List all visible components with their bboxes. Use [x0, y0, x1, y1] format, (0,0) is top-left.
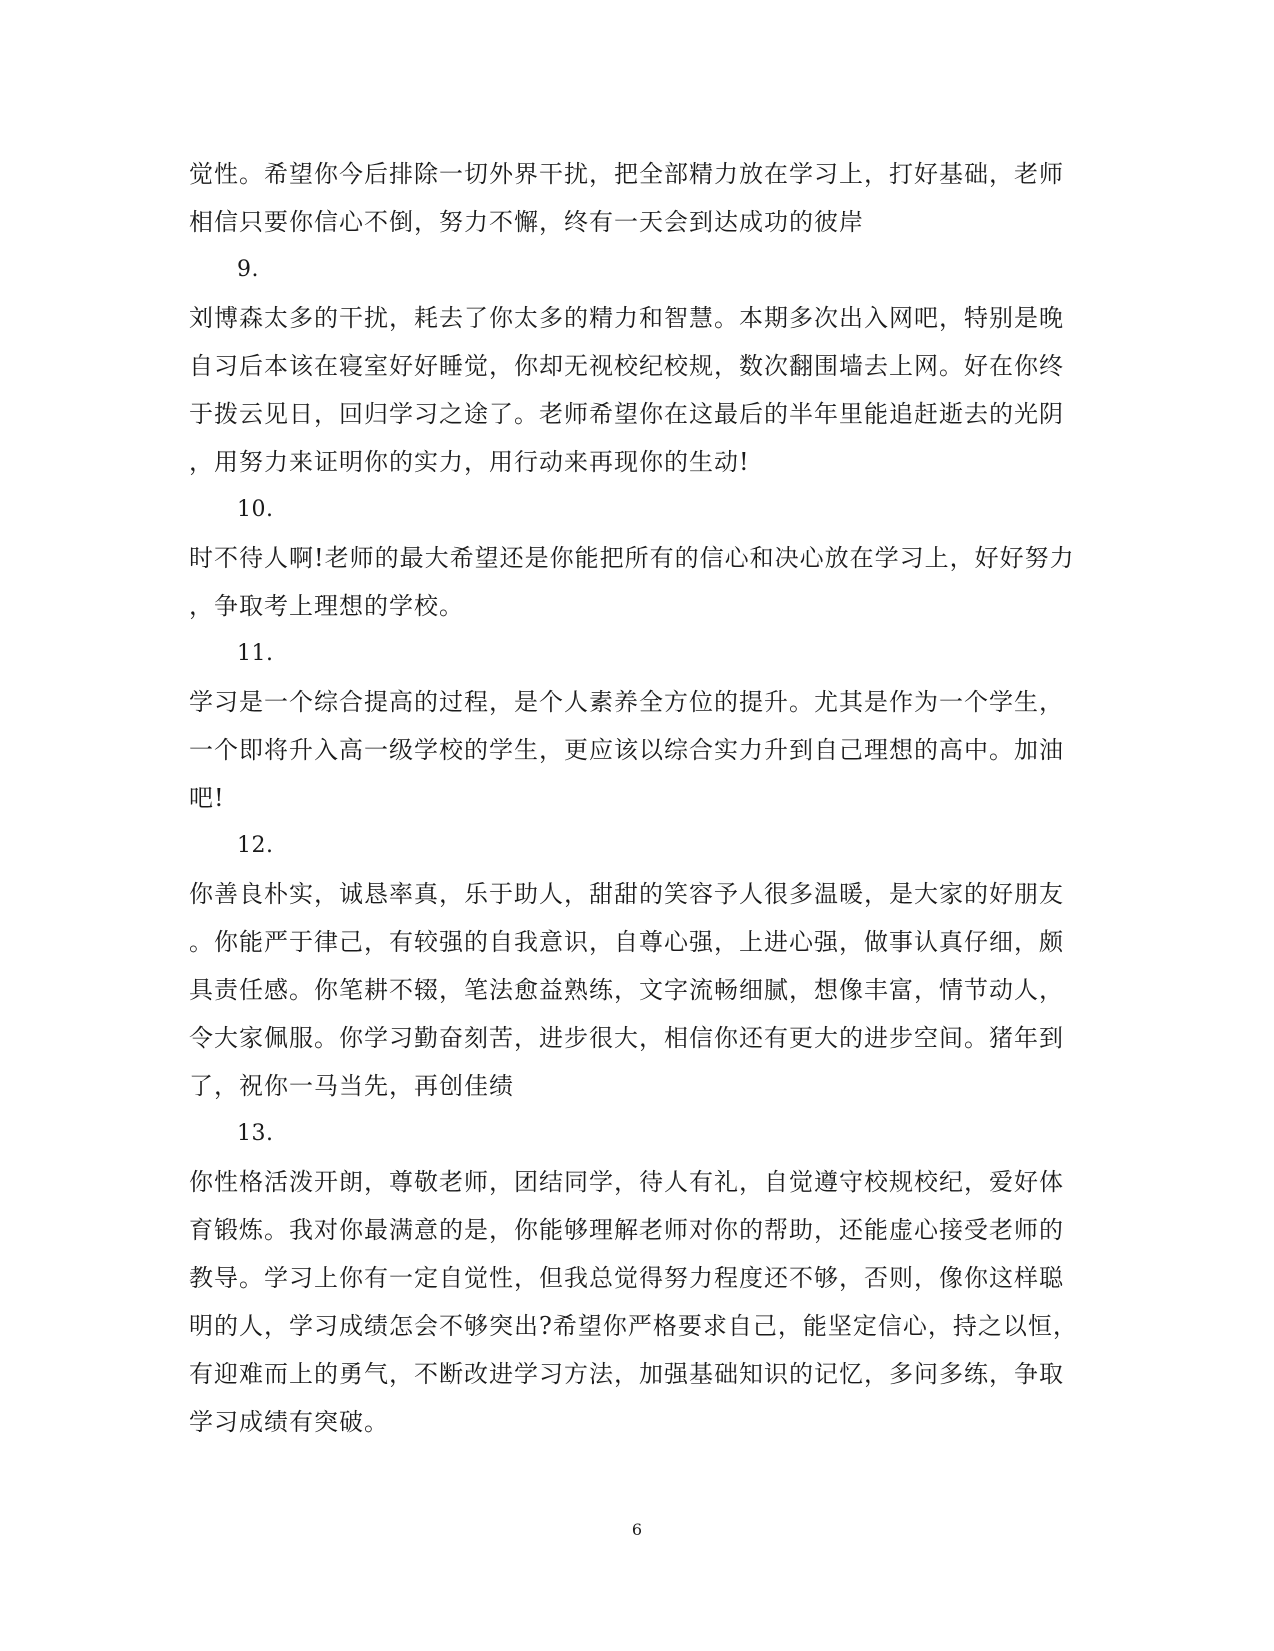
text-line: 具责任感。你笔耕不辍，笔法愈益熟练，文字流畅细腻，想像丰富，情节动人， [189, 976, 1064, 1004]
comment-paragraph [189, 150, 1079, 246]
text-line: 自习后本该在寝室好好睡觉，你却无视校纪校规，数次翻围墙去上网。好在你终 [189, 352, 1064, 380]
text-line: ，争取考上理想的学校。 [189, 592, 464, 620]
comment-paragraph [189, 294, 1079, 486]
item-number: 12. [237, 833, 274, 858]
text-line: 令大家佩服。你学习勤奋刻苦，进步很大，相信你还有更大的进步空间。猪年到 [189, 1024, 1064, 1052]
text-line: 明的人，学习成绩怎会不够突出?希望你严格要求自己，能坚定信心，持之以恒， [189, 1312, 1078, 1340]
comment-paragraph [189, 870, 1079, 1110]
page-number: 6 [631, 1520, 643, 1539]
text-line: 学习是一个综合提高的过程，是个人素养全方位的提升。尤其是作为一个学生， [189, 688, 1064, 716]
text-line: 。你能严于律己，有较强的自我意识，自尊心强，上进心强，做事认真仔细，颇 [189, 928, 1064, 956]
comment-paragraph [189, 534, 1079, 630]
text-line: 了，祝你一马当先，再创佳绩 [189, 1072, 514, 1100]
item-number: 13. [237, 1121, 274, 1146]
text-line: 相信只要你信心不倒，努力不懈，终有一天会到达成功的彼岸 [189, 208, 864, 236]
text-line: 觉性。希望你今后排除一切外界干扰，把全部精力放在学习上，打好基础，老师 [189, 160, 1064, 188]
comment-paragraph [189, 1158, 1079, 1446]
text-line: 你性格活泼开朗，尊敬老师，团结同学，待人有礼，自觉遵守校规校纪，爱好体 [189, 1168, 1064, 1196]
text-line: 你善良朴实，诚恳率真，乐于助人，甜甜的笑容予人很多温暖，是大家的好朋友 [189, 880, 1064, 908]
comment-paragraph [189, 678, 1079, 822]
text-line: 学习成绩有突破。 [189, 1408, 389, 1436]
text-line: 教导。学习上你有一定自觉性，但我总觉得努力程度还不够，否则，像你这样聪 [189, 1264, 1064, 1292]
text-line: 于拨云见日，回归学习之途了。老师希望你在这最后的半年里能追赶逝去的光阴 [189, 400, 1064, 428]
text-line: 吧! [189, 784, 225, 812]
item-number: 10. [237, 497, 274, 522]
text-line: 一个即将升入高一级学校的学生，更应该以综合实力升到自己理想的高中。加油 [189, 736, 1064, 764]
text-line: 有迎难而上的勇气，不断改进学习方法，加强基础知识的记忆，多问多练，争取 [189, 1360, 1064, 1388]
document-body [189, 150, 1079, 1446]
text-line: 育锻炼。我对你最满意的是，你能够理解老师对你的帮助，还能虚心接受老师的 [189, 1216, 1064, 1244]
text-line: 刘博森太多的干扰，耗去了你太多的精力和智慧。本期多次出入网吧，特别是晚 [189, 304, 1064, 332]
text-line: 时不待人啊!老师的最大希望还是你能把所有的信心和决心放在学习上，好好努力 [189, 544, 1075, 572]
text-line: ，用努力来证明你的实力，用行动来再现你的生动! [189, 448, 750, 476]
item-number: 9. [237, 257, 259, 282]
item-number: 11. [237, 641, 274, 666]
